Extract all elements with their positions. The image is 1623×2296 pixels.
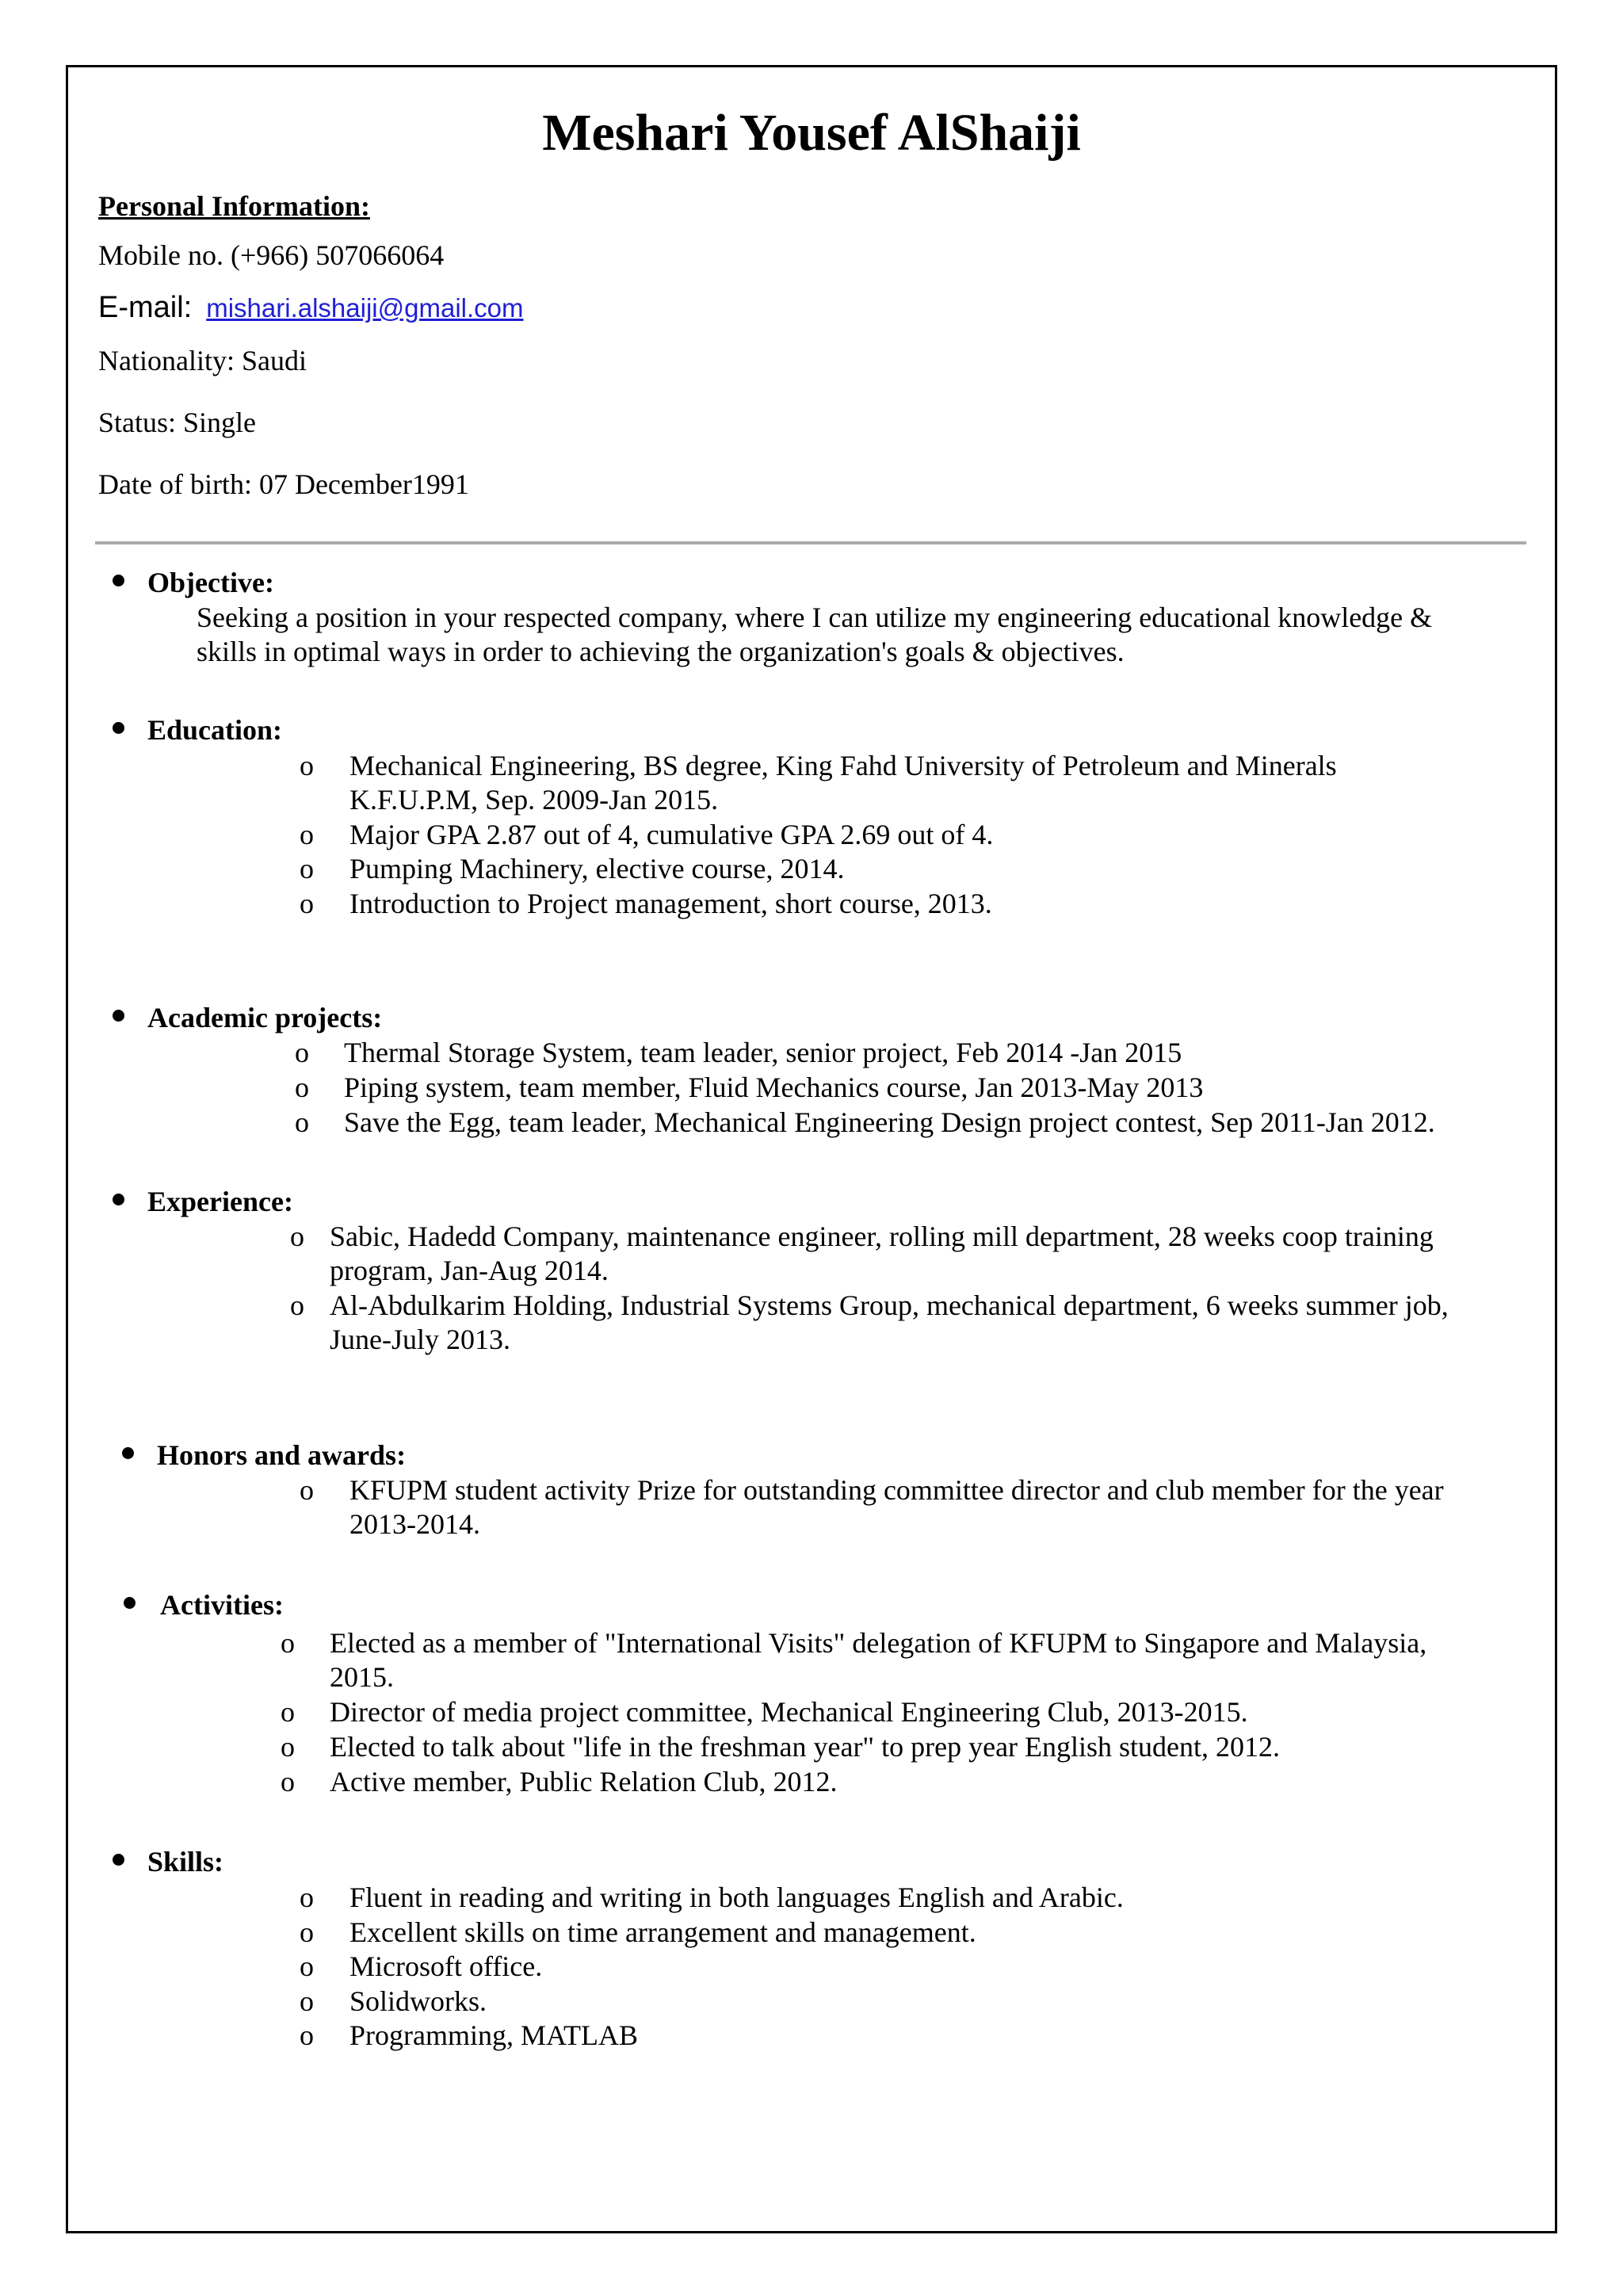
section-heading-experience: Experience: bbox=[147, 1186, 293, 1217]
nationality: Nationality: Saudi bbox=[98, 345, 307, 376]
section-heading-projects: Academic projects: bbox=[147, 1002, 383, 1033]
list-item-text: Mechanical Engineering, BS degree, King Fahd University of Petroleum and Minerals bbox=[349, 750, 1337, 781]
list-item-text: Active member, Public Relation Club, 2012. bbox=[330, 1766, 838, 1797]
list-item-text: Save the Egg, team leader, Mechanical Engineering Design project contest, Sep 2011-Jan 2012. bbox=[344, 1106, 1435, 1138]
bullet-icon bbox=[113, 722, 124, 734]
list-marker-icon: o bbox=[300, 1881, 314, 1913]
section-divider bbox=[95, 541, 1526, 544]
list-item-text: June-July 2013. bbox=[330, 1324, 510, 1355]
list-item-text: Introduction to Project management, short course, 2013. bbox=[349, 888, 992, 919]
section-heading-objective: Objective: bbox=[147, 567, 274, 598]
list-item-text: KFUPM student activity Prize for outstanding committee director and club member for the year bbox=[349, 1474, 1444, 1506]
list-marker-icon: o bbox=[300, 1950, 314, 1982]
list-item-text: Sabic, Hadedd Company, maintenance engineer, rolling mill department, 28 weeks coop training bbox=[330, 1221, 1434, 1252]
list-marker-icon: o bbox=[300, 1916, 314, 1948]
list-marker-icon: o bbox=[281, 1766, 295, 1797]
list-marker-icon: o bbox=[300, 888, 314, 919]
list-marker-icon: o bbox=[300, 2019, 314, 2051]
list-marker-icon: o bbox=[281, 1731, 295, 1763]
list-item-text: Fluent in reading and writing in both languages English and Arabic. bbox=[349, 1881, 1124, 1913]
date-of-birth: Date of birth: 07 December1991 bbox=[98, 468, 469, 500]
list-item-text: Director of media project committee, Mechanical Engineering Club, 2013-2015. bbox=[330, 1696, 1248, 1728]
objective-text-line: Seeking a position in your respected company, where I can utilize my engineering educational knowledge & bbox=[197, 602, 1433, 633]
section-heading-education: Education: bbox=[147, 714, 283, 746]
list-item-text: Elected as a member of "International Visits" delegation of KFUPM to Singapore and Malaysia, bbox=[330, 1627, 1427, 1659]
bullet-icon bbox=[113, 1854, 124, 1866]
list-marker-icon: o bbox=[281, 1696, 295, 1728]
list-item-text: K.F.U.P.M, Sep. 2009-Jan 2015. bbox=[349, 784, 719, 816]
list-item-text: Thermal Storage System, team leader, senior project, Feb 2014 -Jan 2015 bbox=[344, 1037, 1182, 1068]
personal-info-heading: Personal Information: bbox=[98, 190, 370, 222]
list-marker-icon: o bbox=[290, 1289, 304, 1321]
bullet-icon bbox=[113, 1010, 124, 1022]
list-item-text: Pumping Machinery, elective course, 2014. bbox=[349, 853, 845, 884]
list-item-text: Programming, MATLAB bbox=[349, 2019, 638, 2051]
list-item-text: program, Jan-Aug 2014. bbox=[330, 1255, 609, 1286]
section-heading-activities: Activities: bbox=[160, 1589, 284, 1621]
list-marker-icon: o bbox=[295, 1037, 309, 1068]
list-item-text: Solidworks. bbox=[349, 1985, 487, 2017]
list-marker-icon: o bbox=[290, 1221, 304, 1252]
list-item-text: 2013-2014. bbox=[349, 1508, 480, 1540]
bullet-icon bbox=[113, 575, 124, 586]
list-marker-icon: o bbox=[300, 853, 314, 884]
list-item-text: Al-Abdulkarim Holding, Industrial Systems Group, mechanical department, 6 weeks summer job, bbox=[330, 1289, 1449, 1321]
list-marker-icon: o bbox=[281, 1627, 295, 1659]
bullet-icon bbox=[122, 1447, 134, 1459]
list-marker-icon: o bbox=[300, 1474, 314, 1506]
list-item-text: 2015. bbox=[330, 1661, 394, 1693]
section-heading-skills: Skills: bbox=[147, 1846, 224, 1878]
list-marker-icon: o bbox=[295, 1106, 309, 1138]
list-item-text: Piping system, team member, Fluid Mechanics course, Jan 2013-May 2013 bbox=[344, 1072, 1204, 1103]
email-row bbox=[98, 288, 524, 327]
email-label: E-mail: bbox=[98, 291, 193, 324]
section-heading-honors: Honors and awards: bbox=[157, 1439, 407, 1471]
list-item-text: Microsoft office. bbox=[349, 1950, 543, 1982]
list-marker-icon: o bbox=[300, 750, 314, 781]
list-item-text: Excellent skills on time arrangement and management. bbox=[349, 1916, 976, 1948]
list-item-text: Elected to talk about "life in the freshman year" to prep year English student, 2012. bbox=[330, 1731, 1281, 1763]
list-marker-icon: o bbox=[300, 819, 314, 850]
list-item-text: Major GPA 2.87 out of 4, cumulative GPA 2.69 out of 4. bbox=[349, 819, 994, 850]
bullet-icon bbox=[124, 1597, 136, 1609]
list-marker-icon: o bbox=[300, 1985, 314, 2017]
mobile-number: Mobile no. (+966) 507066064 bbox=[98, 239, 445, 271]
objective-text-line: skills in optimal ways in order to achieving the organization's goals & objectives. bbox=[197, 636, 1125, 667]
email-link[interactable]: mishari.alshaiji@gmail.com bbox=[206, 293, 524, 323]
bullet-icon bbox=[113, 1194, 124, 1205]
list-marker-icon: o bbox=[295, 1072, 309, 1103]
resume-name: Meshari Yousef AlShaiji bbox=[542, 104, 1081, 162]
marital-status: Status: Single bbox=[98, 407, 257, 438]
